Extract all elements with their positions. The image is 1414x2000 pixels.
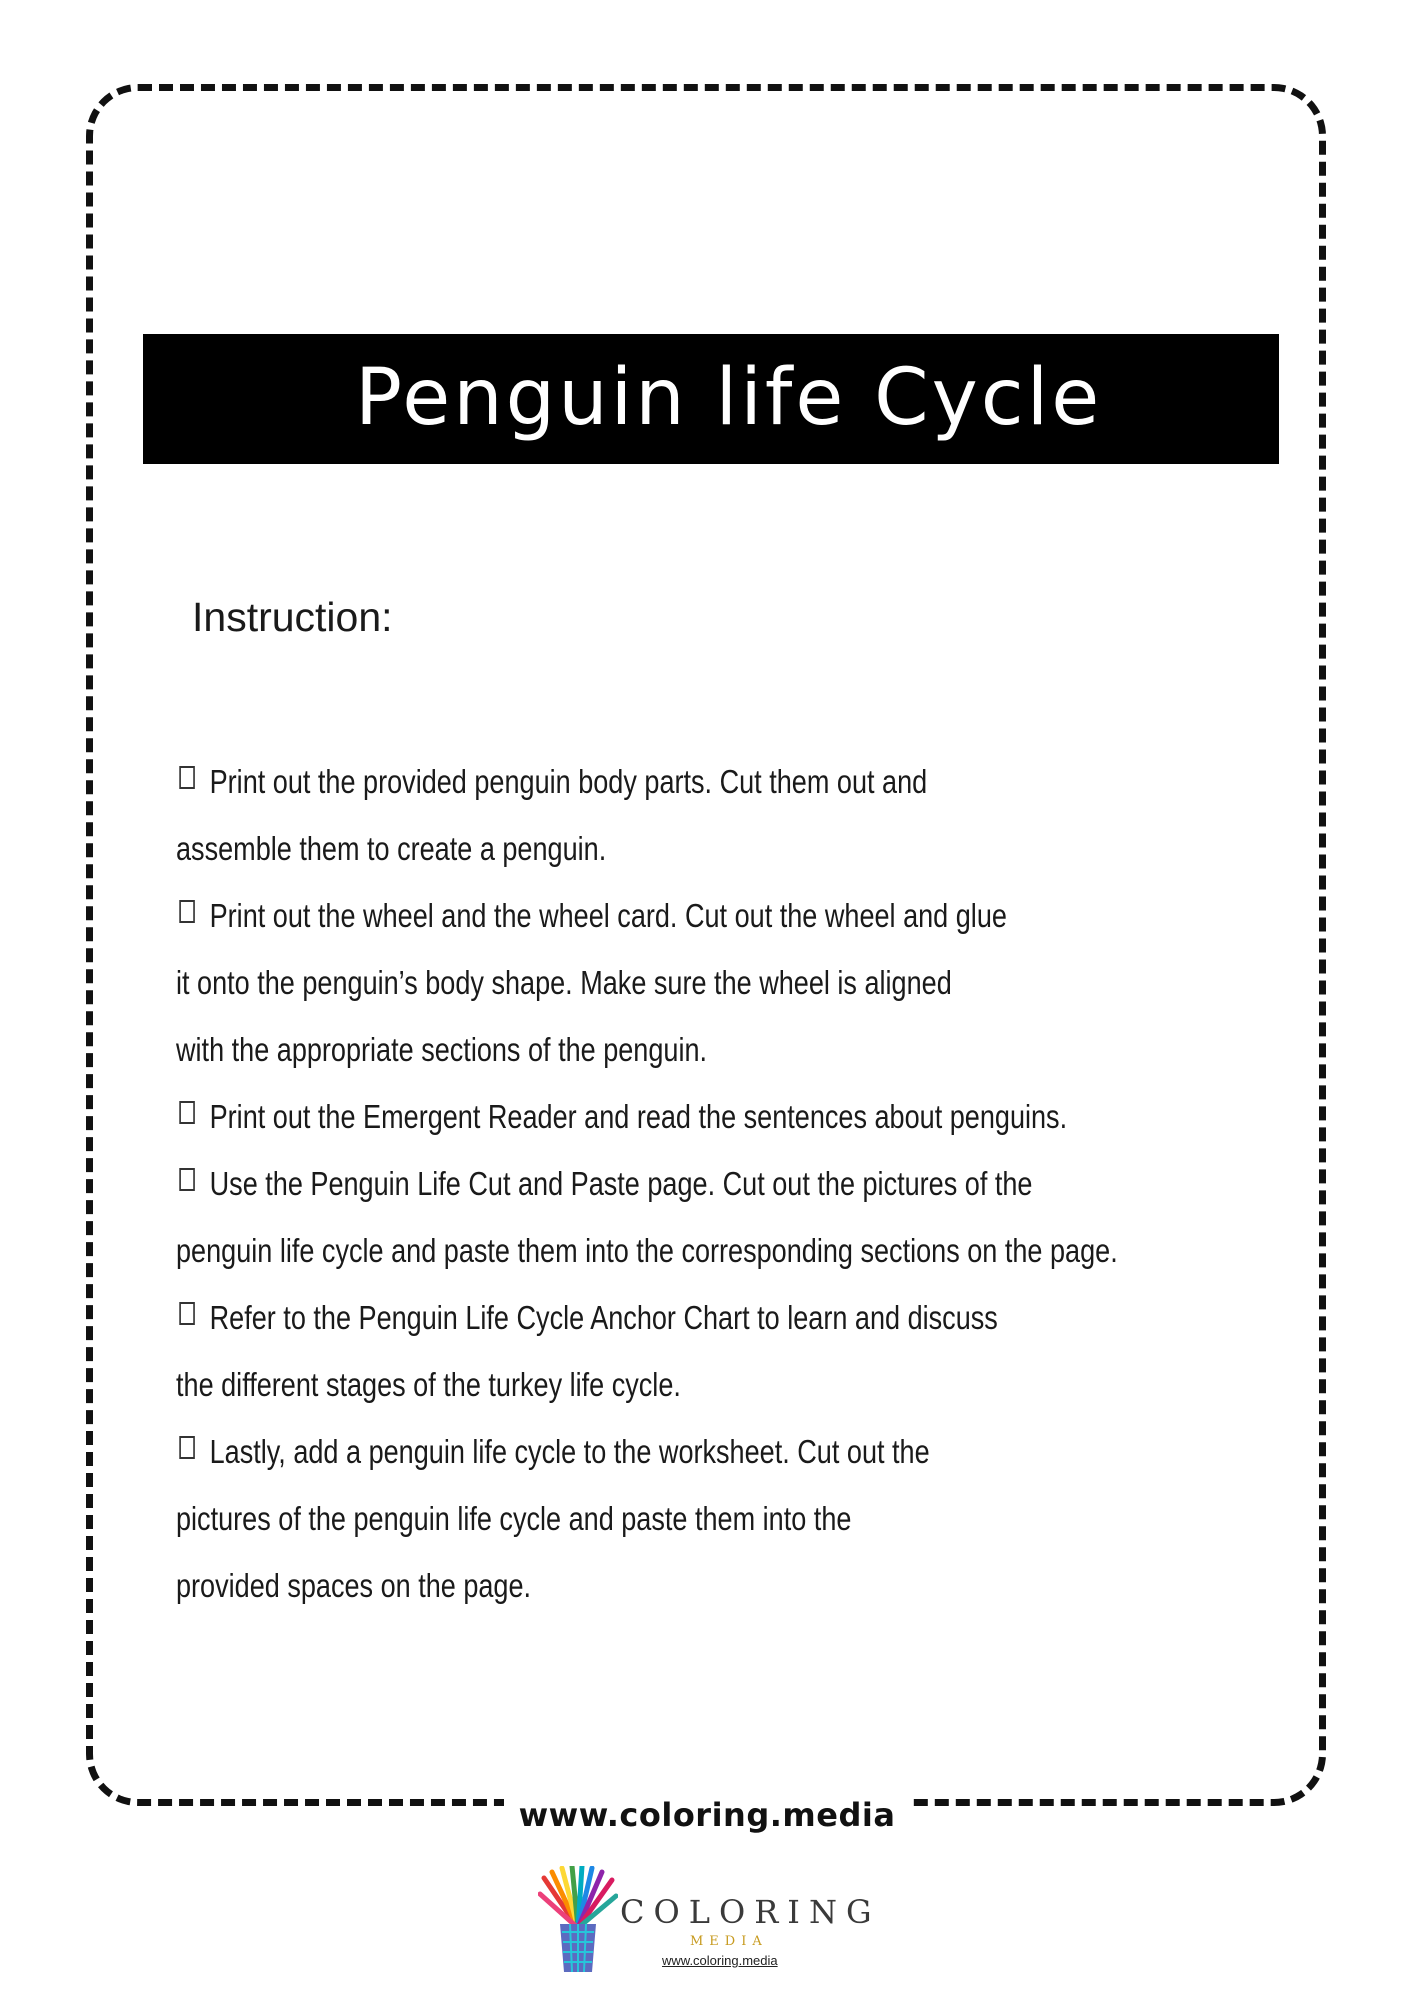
step-line (176, 949, 1094, 1016)
coloring-media-logo (538, 1866, 881, 1976)
logo-url[interactable]: www.coloring.media (662, 1953, 778, 1968)
checkbox-icon[interactable] (179, 1168, 195, 1191)
step-line (176, 1552, 1094, 1619)
instruction-step (176, 882, 1296, 1083)
step-text: assemble them to create a penguin. (176, 830, 607, 867)
step-text: the different stages of the turkey life cycle. (176, 1366, 681, 1403)
step-text: Refer to the Penguin Life Cycle Anchor Chart to learn and discuss (209, 1299, 998, 1336)
step-text: Use the Penguin Life Cut and Paste page. Cut out the pictures of the (209, 1165, 1033, 1202)
step-line (176, 1418, 1094, 1485)
step-line (176, 1150, 1094, 1217)
step-line (176, 1351, 1094, 1418)
step-text: with the appropriate sections of the penguin. (176, 1031, 708, 1068)
checkbox-icon[interactable] (179, 1302, 195, 1325)
step-text: Print out the Emergent Reader and read the sentences about penguins. (209, 1098, 1068, 1135)
step-line (176, 1083, 1094, 1150)
step-line (176, 1016, 1094, 1083)
instruction-step (176, 1150, 1296, 1284)
step-text: Lastly, add a penguin life cycle to the worksheet. Cut out the (209, 1433, 930, 1470)
instruction-step (176, 748, 1296, 882)
step-text: provided spaces on the page. (176, 1567, 532, 1604)
step-text: Print out the provided penguin body parts. Cut them out and (209, 763, 928, 800)
step-line (176, 748, 1094, 815)
instruction-step (176, 1083, 1296, 1150)
logo-wordmark: COLORING (620, 1893, 881, 1931)
instruction-list (176, 748, 1296, 1619)
step-line (176, 882, 1094, 949)
step-line (176, 1284, 1094, 1351)
instruction-step (176, 1284, 1296, 1418)
checkbox-icon[interactable] (179, 766, 195, 789)
title-banner (143, 334, 1279, 464)
step-line (176, 815, 1094, 882)
step-line (176, 1485, 1094, 1552)
step-text: pictures of the penguin life cycle and paste them into the (176, 1500, 852, 1537)
checkbox-icon[interactable] (179, 900, 195, 923)
step-text: Print out the wheel and the wheel card. Cut out the wheel and glue (209, 897, 1007, 934)
footer-url[interactable]: www.coloring.media (504, 1792, 910, 1838)
step-line (176, 1217, 1118, 1284)
page-title: Penguin life Cycle (355, 353, 1103, 443)
pencil-cup-icon (538, 1866, 618, 1976)
logo-subtitle: MEDIA (690, 1934, 768, 1949)
instruction-heading: Instruction: (192, 594, 393, 640)
checkbox-icon[interactable] (179, 1101, 195, 1124)
step-text: it onto the penguin’s body shape. Make sure the wheel is aligned (176, 964, 952, 1001)
instruction-step (176, 1418, 1296, 1619)
step-text: penguin life cycle and paste them into the corresponding sections on the page. (176, 1232, 1118, 1269)
checkbox-icon[interactable] (179, 1436, 195, 1459)
